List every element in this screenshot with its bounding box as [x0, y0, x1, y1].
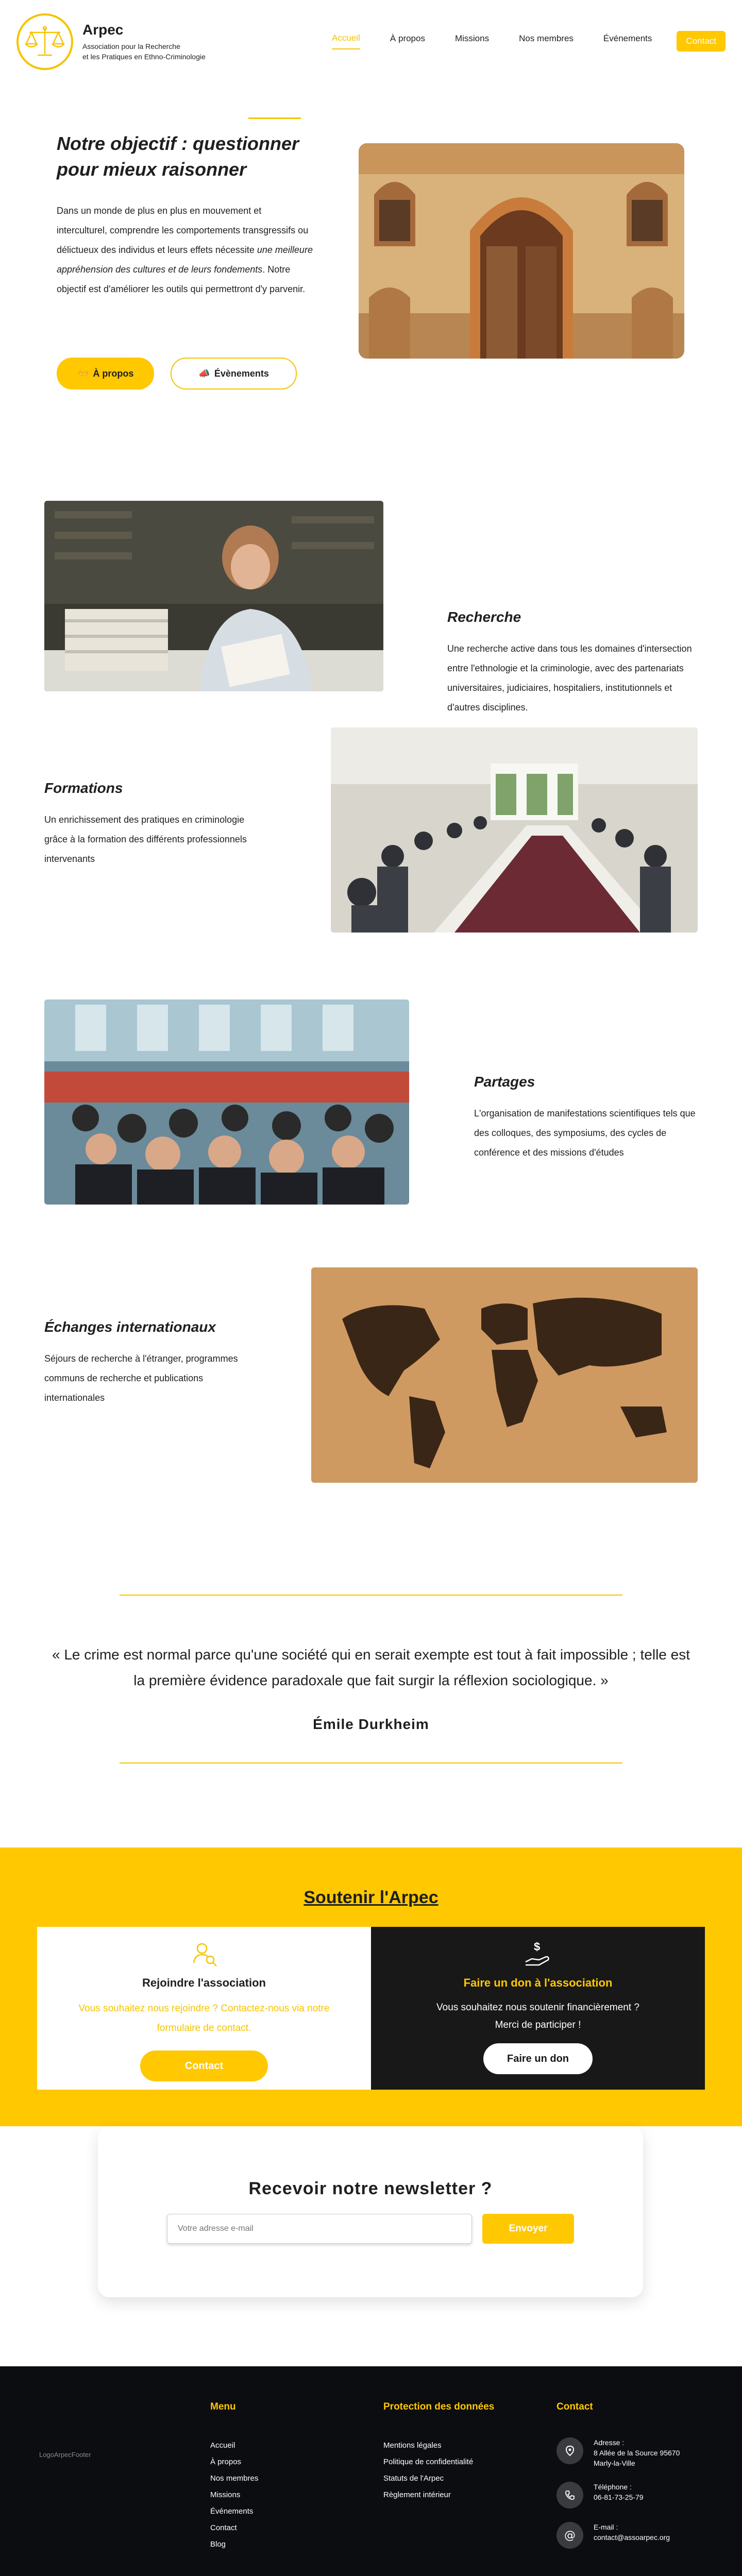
donate-card-text	[371, 1999, 705, 2034]
phone-value[interactable]: 06-81-73-25-79	[594, 2493, 644, 2501]
join-card-title: Rejoindre l'association	[142, 1976, 266, 1989]
footer-phone	[556, 2482, 680, 2509]
feature-title-echanges: Échanges internationaux	[44, 1319, 216, 1335]
hero-section	[0, 83, 742, 444]
newsletter-submit-button[interactable]: Envoyer	[482, 2214, 574, 2244]
footer-menu-title: Menu	[210, 2401, 236, 2412]
address-label: Adresse :	[594, 2438, 625, 2447]
brand-subtitle	[82, 41, 237, 62]
features-section	[0, 444, 742, 1595]
feature-text-recherche: Une recherche active dans tous les domaines d'intersection entre l'ethnologie et la criminologie, avec des partenariats universitaires, judiciaires, hospitaliers, institutionnels et d'autres disciplines.	[447, 643, 692, 713]
brand-subtitle-line1: Association pour la Recherche	[82, 42, 180, 50]
hero-accent-line	[248, 117, 301, 119]
hero-buttons	[57, 358, 297, 389]
phone-icon	[556, 2482, 583, 2509]
research-image	[44, 501, 383, 691]
join-card	[37, 1927, 371, 2090]
footer-link-evenements[interactable]: Événements	[210, 2507, 254, 2516]
footer-link-missions[interactable]: Missions	[210, 2490, 241, 2499]
join-card-text: Vous souhaitez nous rejoindre ? Contactez-nous via notre formulaire de contact.	[78, 2003, 330, 2033]
address-line1: 8 Allée de la Source 95670	[594, 2449, 680, 2457]
hands-icon: 👐	[77, 368, 89, 379]
events-button-label: Évènements	[214, 368, 269, 379]
user-search-icon	[189, 1938, 220, 1969]
address-line2: Marly-la-Ville	[594, 2459, 635, 2467]
donate-card-title: Faire un don à l'association	[463, 1976, 613, 1989]
quote-text: « Le crime est normal parce qu'une société qui en serait exempte est tout à fait impossible ; telle est la première évidence paradoxale que fait surgir la réflexion sociologique. »	[52, 1647, 690, 1688]
footer-link-statuts[interactable]: Statuts de l'Arpec	[383, 2474, 444, 2483]
brand-logo-link[interactable]	[16, 13, 237, 70]
email-label: E-mail :	[594, 2523, 618, 2531]
nav-contact-button[interactable]: Contact	[677, 31, 726, 52]
megaphone-icon: 📣	[198, 368, 210, 379]
footer-contact	[556, 2401, 680, 2562]
about-button[interactable]	[57, 358, 154, 389]
feature-title-partages: Partages	[474, 1074, 535, 1090]
nav-a-propos[interactable]: À propos	[390, 33, 425, 43]
newsletter-card	[98, 2126, 643, 2297]
location-pin-icon	[556, 2437, 583, 2464]
brand-name: Arpec	[82, 22, 124, 38]
footer-link-nos-membres[interactable]: Nos membres	[210, 2474, 259, 2483]
site-footer	[0, 2366, 742, 2576]
events-button[interactable]	[171, 358, 296, 389]
support-section	[0, 1848, 742, 2126]
nav-missions[interactable]: Missions	[454, 33, 490, 43]
donate-text-line1: Vous souhaitez nous soutenir financièrement ?	[436, 2002, 639, 2013]
quote-bottom-line	[120, 1762, 622, 1764]
quote-author: Émile Durkheim	[313, 1716, 429, 1732]
newsletter-email-input[interactable]	[167, 2214, 472, 2244]
hero-image-archway	[359, 143, 684, 359]
footer-privacy-title: Protection des données	[383, 2401, 495, 2412]
donate-text-line2: Merci de participer !	[495, 2020, 581, 2030]
svg-text:$: $	[534, 1940, 541, 1953]
footer-link-a-propos[interactable]: À propos	[210, 2458, 242, 2466]
footer-link-mentions[interactable]: Mentions légales	[383, 2441, 442, 2450]
scales-logo-icon	[16, 13, 73, 70]
donate-card	[371, 1927, 705, 2090]
hand-money-icon	[522, 1938, 553, 1969]
nav-nos-membres[interactable]: Nos membres	[519, 33, 574, 43]
join-contact-button[interactable]: Contact	[140, 2050, 268, 2081]
footer-contact-title: Contact	[556, 2401, 593, 2412]
feature-text-formations: Un enrichissement des pratiques en criminologie grâce à la formation des différents professionnels intervenants	[44, 815, 247, 864]
support-title: Soutenir l'Arpec	[303, 1888, 439, 1907]
feature-text-partages: L'organisation de manifestations scientifiques tels que des colloques, des symposiums, des cycles de conférence et des missions d'études	[474, 1108, 696, 1158]
hero-text	[57, 201, 314, 299]
hero-text-part2: . Notre objectif est d'améliorer les outils qui permettront d'y parvenir.	[57, 264, 306, 294]
world-map-image	[311, 1267, 698, 1483]
formations-image	[331, 727, 698, 933]
hero-title: Notre objectif : questionner pour mieux raisonner	[57, 133, 299, 180]
nav-accueil[interactable]: Accueil	[332, 33, 360, 49]
footer-privacy	[383, 2401, 494, 2503]
partages-image	[44, 999, 409, 1205]
quote-top-line	[120, 1595, 622, 1596]
footer-link-reglement[interactable]: Règlement intérieur	[383, 2490, 451, 2499]
feature-text-echanges: Séjours de recherche à l'étranger, programmes communs de recherche et publications internationales	[44, 1353, 238, 1403]
about-button-label: À propos	[93, 368, 134, 379]
newsletter-section	[0, 2126, 742, 2366]
brand-subtitle-line2: et les Pratiques en Ethno-Criminologie	[82, 53, 206, 61]
feature-title-recherche: Recherche	[447, 609, 521, 625]
phone-label: Téléphone :	[594, 2483, 632, 2491]
main-nav	[302, 31, 726, 52]
site-header	[0, 0, 742, 83]
footer-link-accueil[interactable]: Accueil	[210, 2441, 235, 2450]
hero-text-part1: Dans un monde de plus en plus en mouvement et interculturel, comprendre les comportements transgressifs ou délictueux des individus et leurs effets nécessite	[57, 206, 309, 255]
at-sign-icon: @	[556, 2522, 583, 2549]
donate-button[interactable]: Faire un don	[483, 2043, 593, 2074]
quote-section	[0, 1595, 742, 1848]
footer-link-contact[interactable]: Contact	[210, 2523, 237, 2532]
feature-title-formations: Formations	[44, 780, 123, 796]
email-value[interactable]: contact@assoarpec.org	[594, 2533, 670, 2541]
footer-menu	[210, 2401, 258, 2553]
newsletter-title: Recevoir notre newsletter ?	[248, 2179, 493, 2198]
footer-email	[556, 2522, 680, 2549]
footer-logo[interactable]: LogoArpecFooter	[39, 2451, 91, 2459]
nav-evenements[interactable]: Événements	[603, 33, 652, 43]
footer-link-politique[interactable]: Politique de confidentialité	[383, 2458, 474, 2466]
footer-address	[556, 2437, 680, 2468]
footer-link-blog[interactable]: Blog	[210, 2540, 226, 2549]
hero-text-emphasis: une meilleure appréhension des cultures et de leurs fondements	[57, 245, 313, 275]
